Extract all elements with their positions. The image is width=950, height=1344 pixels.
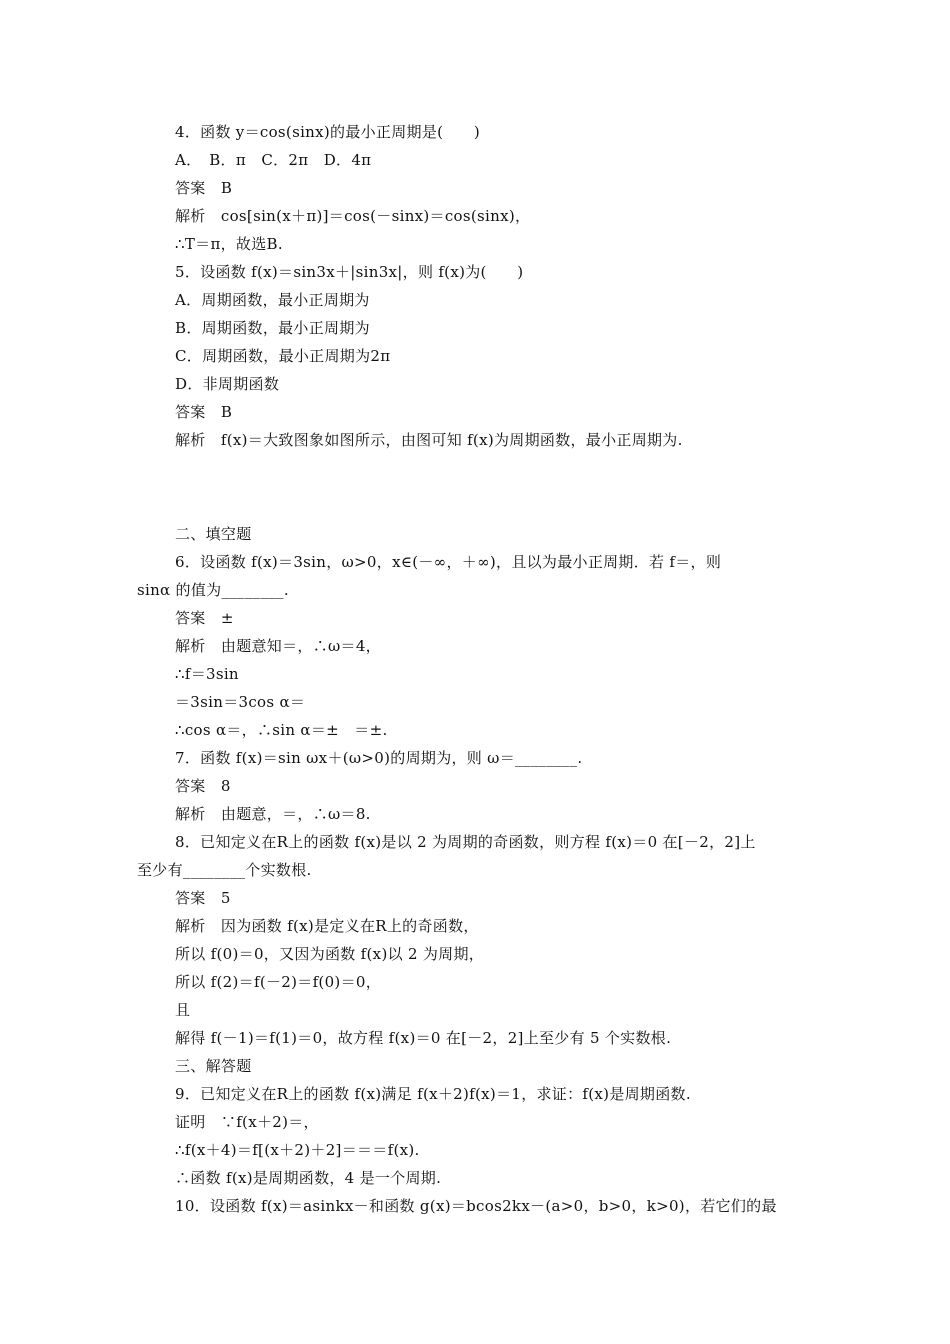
q6-stem-1: 6．设函数 f(x)＝3sin，ω>0，x∈(－∞，＋∞)，且以为最小正周期．若 f＝，则 [175, 553, 722, 571]
q8-solution-1: 解析 因为函数 f(x)是定义在R上的奇函数， [175, 917, 479, 935]
q6-stem-2: sinα 的值为________. [137, 581, 289, 599]
q4-solution-1: 解析 cos[sin(x＋π)]＝cos(－sinx)＝cos(sinx)， [175, 207, 531, 225]
q9-proof-2: ∴f(x＋4)＝f[(x＋2)＋2]＝＝＝f(x). [175, 1141, 420, 1159]
q6-solution-3: ＝3sin＝3cos α＝ [175, 693, 306, 711]
q5-option-b: B．周期函数，最小正周期为 [175, 319, 370, 337]
q5-option-a: A．周期函数，最小正周期为 [175, 291, 370, 309]
q5-answer: 答案 B [175, 403, 233, 421]
q6-solution-1: 解析 由题意知＝，∴ω＝4， [175, 637, 381, 655]
q8-stem-2: 至少有________个实数根. [137, 861, 312, 879]
q8-solution-5: 解得 f(－1)＝f(1)＝0，故方程 f(x)＝0 在[－2，2]上至少有 5 个实数根. [175, 1029, 672, 1047]
q7-stem: 7．函数 f(x)＝sin ωx＋(ω>0)的周期为，则 ω＝________. [175, 749, 583, 767]
q9-stem: 9．已知定义在R上的函数 f(x)满足 f(x＋2)f(x)＝1，求证：f(x)是周期函数. [175, 1085, 691, 1103]
q8-solution-3: 所以 f(2)＝f(－2)＝f(0)＝0， [175, 973, 382, 991]
q5-option-c: C．周期函数，最小正周期为2π [175, 347, 391, 365]
q5-solution: 解析 f(x)＝大致图象如图所示，由图可知 f(x)为周期函数，最小正周期为. [175, 431, 683, 449]
q4-answer: 答案 B [175, 179, 233, 197]
q4-solution-2: ∴T＝π，故选B. [175, 235, 283, 253]
q10-stem: 10．设函数 f(x)＝asinkx－和函数 g(x)＝bcos2kx－(a>0，b>0，k>0)，若它们的最 [175, 1197, 777, 1215]
q5-stem: 5．设函数 f(x)＝sin3x＋|sin3x|，则 f(x)为( ) [175, 263, 524, 281]
q8-solution-2: 所以 f(0)＝0，又因为函数 f(x)以 2 为周期， [175, 945, 485, 963]
q7-answer: 答案 8 [175, 777, 231, 795]
q5-option-d: D．非周期函数 [175, 375, 280, 393]
q6-answer: 答案 ± [175, 609, 234, 627]
q6-solution-4: ∴cos α＝，∴sin α＝± ＝±. [175, 721, 388, 739]
q9-proof-1: 证明 ∵f(x＋2)＝， [175, 1113, 319, 1131]
q8-answer: 答案 5 [175, 889, 231, 907]
q9-proof-3: ∴函数 f(x)是周期函数，4 是一个周期. [175, 1169, 442, 1187]
q7-solution: 解析 由题意，＝，∴ω＝8. [175, 805, 371, 823]
section-answer: 三、解答题 [175, 1057, 252, 1075]
q4-options: A． B．π C．2π D．4π [175, 151, 372, 169]
q6-solution-2: ∴f＝3sin [175, 665, 239, 683]
section-fill-in: 二、填空题 [175, 525, 252, 543]
q8-stem-1: 8．已知定义在R上的函数 f(x)是以 2 为周期的奇函数，则方程 f(x)＝0 在[－2，2]上 [175, 833, 756, 851]
q8-solution-4: 且 [175, 1001, 191, 1019]
q4-stem: 4．函数 y＝cos(sinx)的最小正周期是( ) [175, 123, 481, 141]
